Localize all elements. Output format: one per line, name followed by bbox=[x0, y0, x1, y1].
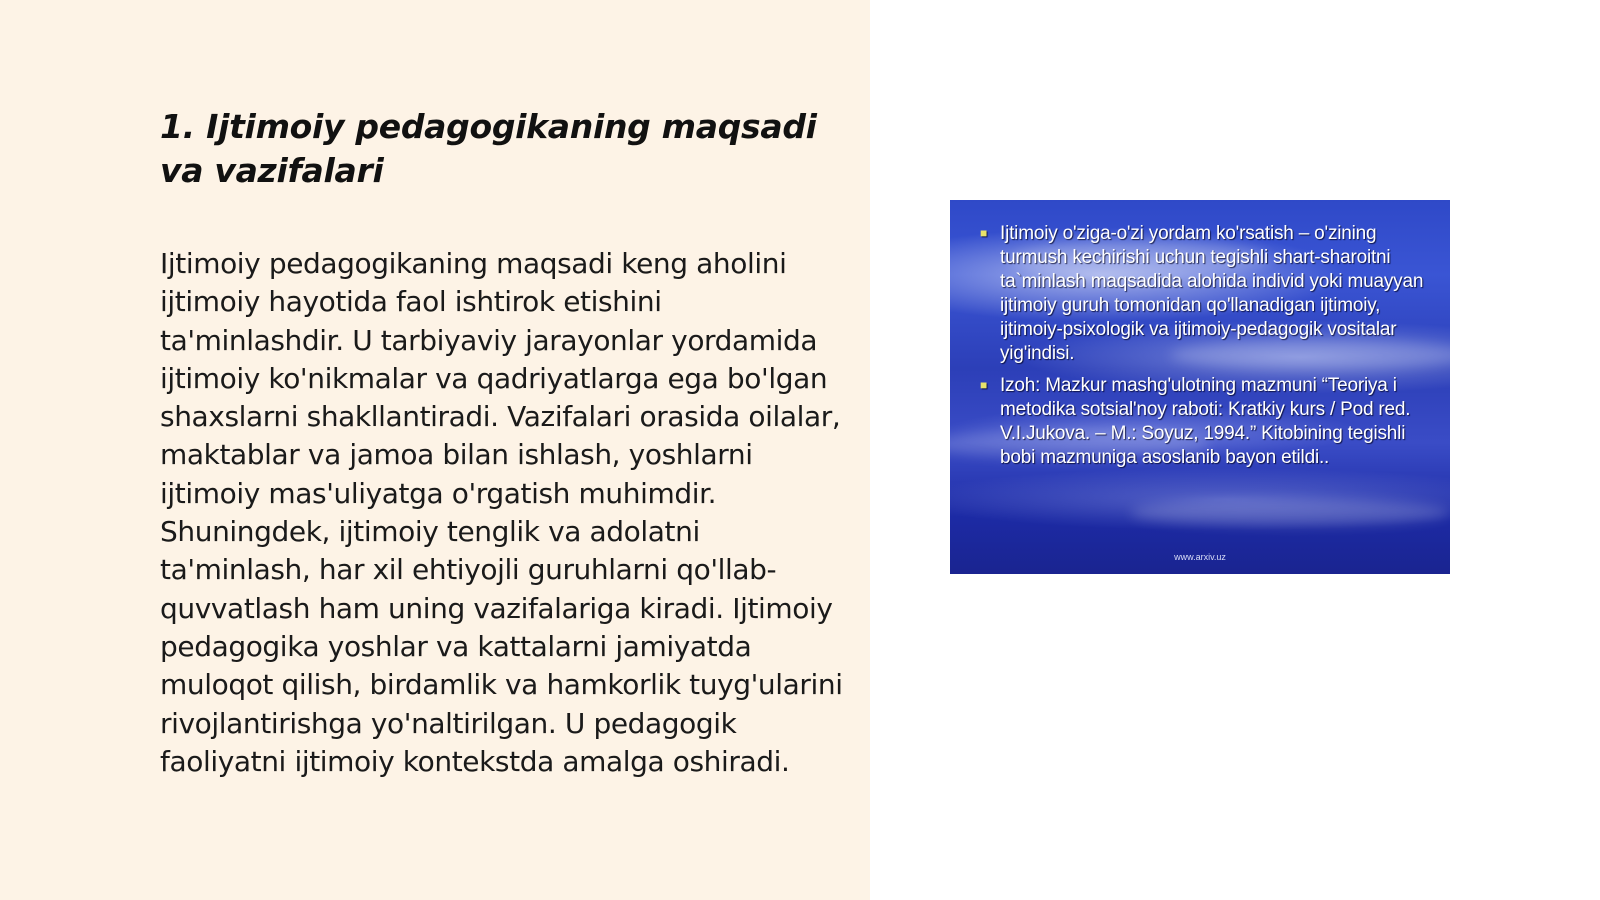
cloud-decoration bbox=[1130, 500, 1450, 526]
image-bullet-item bbox=[978, 374, 1428, 470]
image-bullet-list bbox=[978, 222, 1428, 478]
square-bullet-icon: ■ bbox=[980, 226, 988, 240]
image-bullet-item bbox=[978, 222, 1428, 366]
bullet-text: Izoh: Mazkur mashg'ulotning mazmuni “Teoriya i metodika sotsial'noy raboti: Kratkiy kurs / Pod red. V.I.Jukova. – M.: Soyuz, 1994.” Kitobining tegishli bobi mazmuniga asoslanib bayon etildi.. bbox=[1000, 375, 1411, 468]
slide-image bbox=[950, 200, 1450, 574]
square-bullet-icon: ■ bbox=[980, 378, 988, 392]
bullet-text: Ijtimoiy o'ziga-o'zi yordam ko'rsatish – o'zining turmush kechirishi uchun tegishli shart-sharoitni ta`minlash maqsadida alohida individ yoki muayyan ijtimoiy guruh tomonidan qo'llanadigan ijtimoiy, ijtimoiy-psixologik va ijtimoiy-pedagogik vositalar yig'indisi. bbox=[1000, 223, 1424, 364]
image-watermark: www.arxiv.uz bbox=[1174, 552, 1226, 562]
slide-body-text: Ijtimoiy pedagogikaning maqsadi keng aholini ijtimoiy hayotida faol ishtirok etishini ta'minlashdir. U tarbiyaviy jarayonlar yordamida ijtimoiy ko'nikmalar va qadriyatlarga ega bo'lgan shaxslarni shakllantiradi. Vazifalari orasida oilalar, maktablar va jamoa bilan ishlash, yoshlarni ijtimoiy mas'uliyatga o'rgatish muhimdir. Shuningdek, ijtimoiy tenglik va adolatni ta'minlash, har xil ehtiyojli guruhlarni qo'llab-quvvatlash ham uning vazifalariga kiradi. Ijtimoiy pedagogika yoshlar va kattalarni jamiyatda muloqot qilish, birdamlik va hamkorlik tuyg'ularini rivojlantirishga yo'naltirilgan. U pedagogik faoliyatni ijtimoiy kontekstda amalga oshiradi. bbox=[160, 247, 843, 778]
slide-title: 1. Ijtimoiy pedagogikaning maqsadi va vazifalari bbox=[160, 107, 817, 190]
